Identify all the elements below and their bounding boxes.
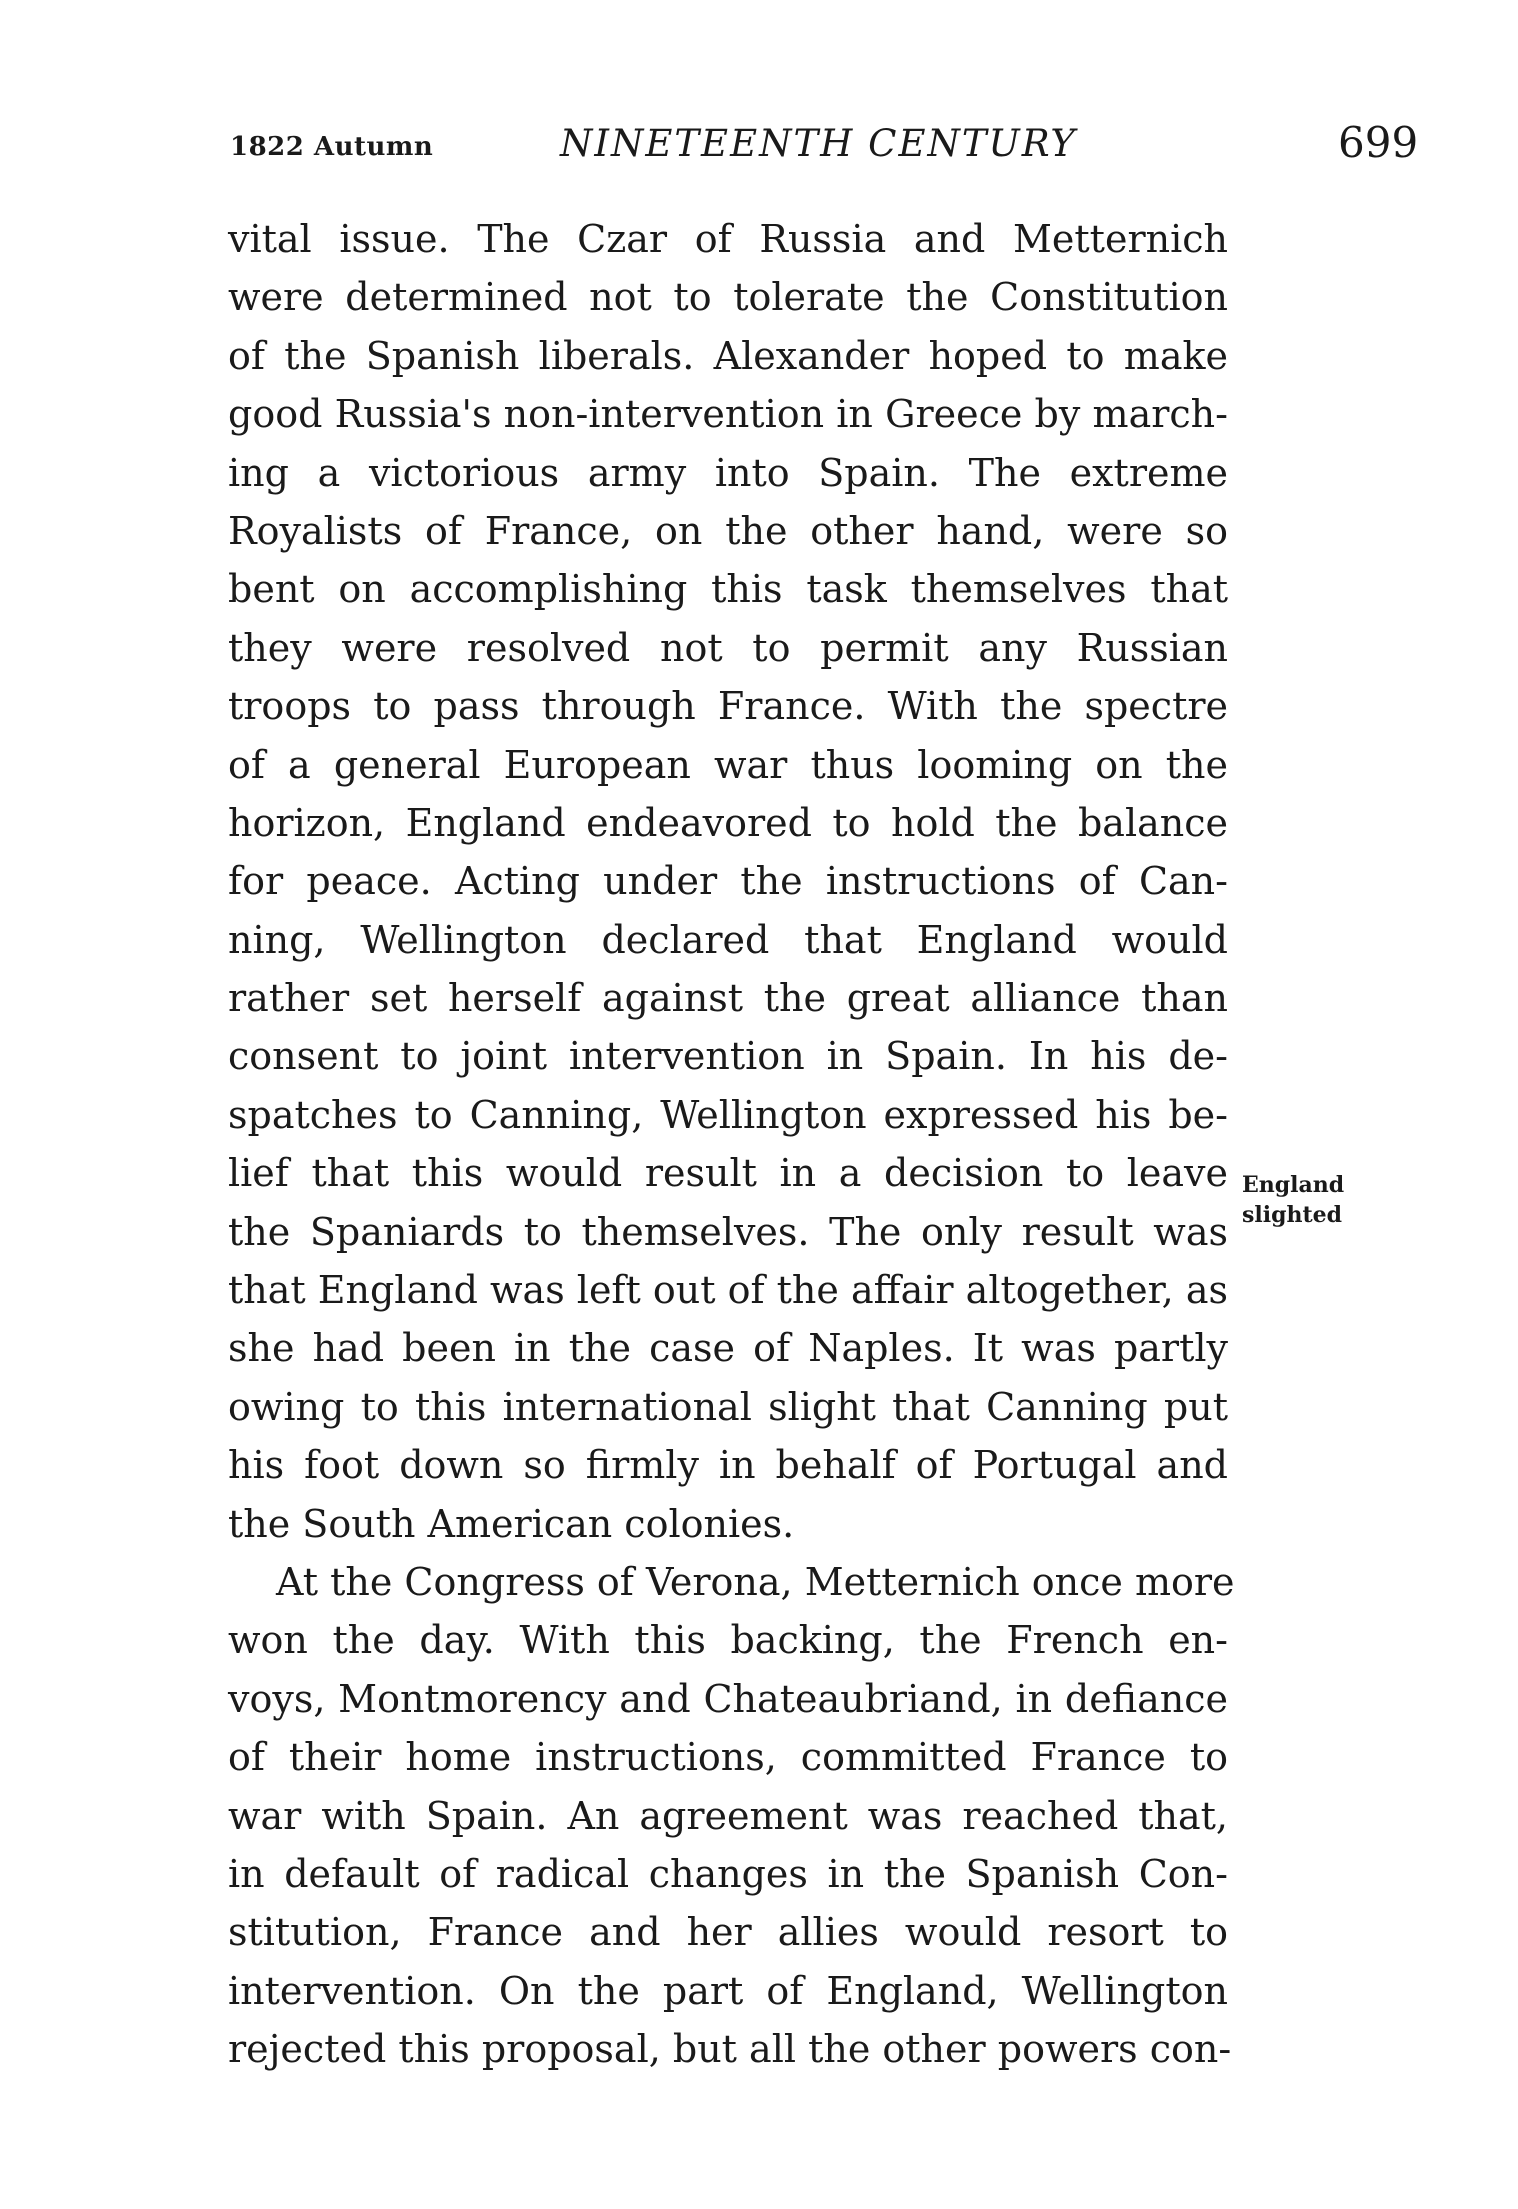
text-line: Royalists of France, on the other hand, were so [228, 508, 1228, 553]
text-line: in default of radical changes in the Spanish Con- [228, 1851, 1228, 1896]
text-line: lief that this would result in a decision to leave [228, 1151, 1228, 1196]
text-line: rejected this proposal, but all the other powers con- [228, 2027, 1232, 2072]
body-text [228, 210, 1235, 2079]
running-title: NINETEENTH CENTURY [560, 122, 1077, 165]
page-header [0, 118, 1518, 178]
text-line: she had been in the case of Naples. It was partly [228, 1326, 1228, 1371]
text-line: war with Spain. An agreement was reached that, [228, 1793, 1228, 1838]
text-line: were determined not to tolerate the Constitution [228, 275, 1228, 320]
text-line: voys, Montmorency and Chateaubriand, in defiance [228, 1676, 1228, 1721]
text-line: his foot down so firmly in behalf of Portugal and [228, 1443, 1228, 1488]
text-line: ning, Wellington declared that England would [228, 917, 1228, 962]
text-line: that England was left out of the affair altogether, as [228, 1268, 1228, 1313]
text-line: bent on accomplishing this task themselves that [228, 567, 1228, 612]
text-line: rather set herself against the great alliance than [228, 976, 1228, 1021]
header-date: 1822 Autumn [230, 132, 434, 162]
text-line: At the Congress of Verona, Metternich once more [276, 1559, 1235, 1604]
text-line: for peace. Acting under the instructions of Can- [228, 859, 1228, 904]
page-number: 699 [1338, 118, 1419, 167]
text-line: won the day. With this backing, the French en- [228, 1618, 1228, 1663]
text-line: vital issue. The Czar of Russia and Metternich [228, 217, 1228, 261]
text-line: of a general European war thus looming on the [228, 742, 1228, 787]
text-line: the Spaniards to themselves. The only result was [228, 1209, 1228, 1254]
text-line: horizon, England endeavored to hold the balance [228, 800, 1228, 845]
text-line: the South American colonies. [228, 1501, 795, 1546]
text-line: spatches to Canning, Wellington expressed his be- [228, 1092, 1228, 1137]
text-line: intervention. On the part of England, Wellington [228, 1968, 1228, 2013]
text-line: good Russia's non-intervention in Greece by march- [228, 392, 1228, 437]
text-line: ing a victorious army into Spain. The extreme [228, 450, 1228, 495]
text-line: stitution, France and her allies would resort to [228, 1910, 1228, 1955]
text-line: owing to this international slight that Canning put [228, 1384, 1228, 1429]
text-line: of the Spanish liberals. Alexander hoped to make [228, 333, 1228, 378]
text-line: troops to pass through France. With the spectre [228, 684, 1228, 729]
text-line: of their home instructions, committed France to [228, 1735, 1228, 1780]
text-line: consent to joint intervention in Spain. In his de- [228, 1034, 1228, 1079]
text-line: they were resolved not to permit any Russian [228, 625, 1228, 670]
marginal-note-line: slighted [1242, 1202, 1343, 1228]
marginal-note [1242, 1170, 1362, 1230]
marginal-note-line: England [1242, 1172, 1345, 1198]
